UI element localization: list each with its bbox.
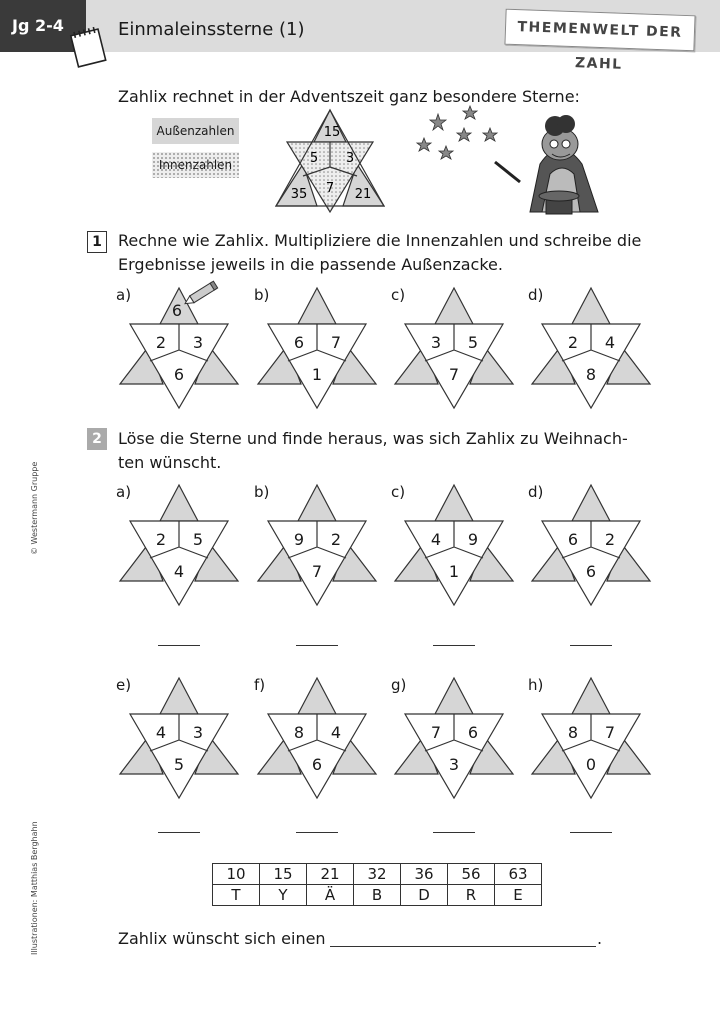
example-star — [270, 106, 390, 216]
legend-inner-numbers: Innenzahlen — [152, 152, 239, 178]
inner-number-left: 2 — [155, 333, 167, 352]
inner-number-right: 7 — [330, 333, 342, 352]
inner-number-left: 4 — [155, 723, 167, 742]
inner-number-right: 3 — [192, 333, 204, 352]
star-label: d) — [528, 286, 544, 304]
inner-number-right: 5 — [192, 530, 204, 549]
code-number-cell: 36 — [401, 864, 448, 885]
code-letter-cell: Ä — [307, 885, 354, 906]
answer-line[interactable] — [433, 645, 475, 646]
inner-number-left: 4 — [430, 530, 442, 549]
code-letter-cell: B — [354, 885, 401, 906]
code-number-cell: 15 — [260, 864, 307, 885]
answer-line[interactable] — [433, 832, 475, 833]
inner-number-left: 9 — [293, 530, 305, 549]
final-sentence: Zahlix wünscht sich einen — [118, 929, 326, 948]
outer-point-top[interactable] — [572, 288, 610, 324]
outer-point-top[interactable] — [572, 485, 610, 521]
code-letter-cell: D — [401, 885, 448, 906]
inner-number-left: 6 — [567, 530, 579, 549]
outer-point-top[interactable] — [298, 288, 336, 324]
inner-number-bottom: 6 — [173, 365, 185, 384]
star-label: a) — [116, 286, 132, 304]
star-label: c) — [391, 483, 406, 501]
inner-number-right: 3 — [192, 723, 204, 742]
example-inner-left: 5 — [309, 151, 319, 166]
example-bottom-left: 35 — [290, 187, 308, 202]
multiplication-star — [530, 483, 652, 607]
multiplication-star — [118, 483, 240, 607]
inner-number-bottom: 7 — [311, 562, 323, 581]
answer-line[interactable] — [570, 832, 612, 833]
final-answer-line[interactable] — [330, 946, 596, 947]
notepad-icon — [66, 26, 110, 68]
grade-tab: Jg 2-4 — [0, 0, 86, 52]
inner-number-left: 2 — [155, 530, 167, 549]
example-bottom-right: 21 — [354, 187, 372, 202]
multiplication-star — [256, 286, 378, 410]
multiplication-star — [256, 676, 378, 800]
inner-number-right: 2 — [604, 530, 616, 549]
answer-line[interactable] — [158, 645, 200, 646]
star-label: e) — [116, 676, 132, 694]
code-table — [212, 863, 542, 906]
pencil-icon — [182, 280, 222, 306]
inner-number-bottom: 3 — [448, 755, 460, 774]
code-letter-cell: Y — [260, 885, 307, 906]
example-inner-right: 3 — [345, 151, 355, 166]
intro-text: Zahlix rechnet in der Adventszeit ganz besondere Sterne: — [118, 87, 580, 106]
inner-number-right: 6 — [467, 723, 479, 742]
topic-badge: THEMENWELT DER ZAHL — [504, 9, 695, 52]
inner-number-bottom: 7 — [448, 365, 460, 384]
inner-number-bottom: 6 — [311, 755, 323, 774]
answer-line[interactable] — [158, 832, 200, 833]
inner-number-right: 4 — [604, 333, 616, 352]
inner-number-bottom: 6 — [585, 562, 597, 581]
outer-point-top[interactable] — [160, 485, 198, 521]
inner-number-bottom: 4 — [173, 562, 185, 581]
inner-number-right: 4 — [330, 723, 342, 742]
star-label: b) — [254, 286, 270, 304]
star-label: d) — [528, 483, 544, 501]
inner-number-left: 6 — [293, 333, 305, 352]
answer-line[interactable] — [570, 645, 612, 646]
wizard-illustration — [410, 104, 610, 219]
outer-number-top: 6 — [171, 301, 183, 320]
star-label: f) — [254, 676, 266, 694]
inner-number-right: 5 — [467, 333, 479, 352]
code-row-letters — [213, 885, 542, 906]
star-label: g) — [391, 676, 407, 694]
final-period: . — [597, 929, 603, 948]
star-label: c) — [391, 286, 406, 304]
code-number-cell: 32 — [354, 864, 401, 885]
code-letter-cell: E — [495, 885, 542, 906]
code-row-numbers — [213, 864, 542, 885]
inner-number-bottom: 0 — [585, 755, 597, 774]
multiplication-star — [530, 676, 652, 800]
multiplication-star — [256, 483, 378, 607]
inner-number-left: 7 — [430, 723, 442, 742]
inner-number-left: 2 — [567, 333, 579, 352]
star-label: a) — [116, 483, 132, 501]
example-inner-bottom: 7 — [325, 181, 335, 196]
inner-number-right: 2 — [330, 530, 342, 549]
outer-point-top[interactable] — [572, 678, 610, 714]
inner-number-left: 8 — [567, 723, 579, 742]
task-2-number: 2 — [87, 428, 107, 450]
task-1-line-2: Ergebnisse jeweils in die passende Außenzacke. — [118, 255, 503, 274]
multiplication-star — [530, 286, 652, 410]
inner-number-bottom: 8 — [585, 365, 597, 384]
illustration-credit: Illustrationen: Matthias Berghahn — [30, 821, 39, 955]
inner-number-left: 3 — [430, 333, 442, 352]
legend-outer-numbers: Außenzahlen — [152, 118, 239, 144]
inner-number-bottom: 5 — [173, 755, 185, 774]
outer-point-top[interactable] — [298, 678, 336, 714]
task-1-line-1: Rechne wie Zahlix. Multipliziere die Innenzahlen und schreibe die — [118, 231, 642, 250]
task-2-instruction — [118, 427, 658, 475]
star-label: b) — [254, 483, 270, 501]
outer-point-top[interactable] — [435, 288, 473, 324]
publisher-credit: © Westermann Gruppe — [30, 461, 39, 555]
task-2-line-2: ten wünscht. — [118, 453, 222, 472]
task-1-instruction — [118, 229, 658, 277]
multiplication-star — [118, 676, 240, 800]
code-letter-cell: R — [448, 885, 495, 906]
answer-line[interactable] — [296, 645, 338, 646]
outer-point-top[interactable] — [435, 678, 473, 714]
task-2-line-1: Löse die Sterne und finde heraus, was sich Zahlix zu Weihnach- — [118, 429, 628, 448]
inner-number-left: 8 — [293, 723, 305, 742]
code-number-cell: 21 — [307, 864, 354, 885]
outer-point-top[interactable] — [160, 678, 198, 714]
star-label: h) — [528, 676, 544, 694]
code-letter-cell: T — [213, 885, 260, 906]
multiplication-star — [393, 676, 515, 800]
outer-point-top[interactable] — [435, 485, 473, 521]
code-number-cell: 10 — [213, 864, 260, 885]
code-number-cell: 63 — [495, 864, 542, 885]
inner-number-right: 7 — [604, 723, 616, 742]
multiplication-star — [393, 483, 515, 607]
inner-number-bottom: 1 — [311, 365, 323, 384]
page-title: Einmaleinssterne (1) — [118, 19, 305, 40]
code-number-cell: 56 — [448, 864, 495, 885]
inner-number-bottom: 1 — [448, 562, 460, 581]
outer-point-top[interactable] — [298, 485, 336, 521]
answer-line[interactable] — [296, 832, 338, 833]
example-top: 15 — [323, 125, 341, 140]
inner-number-right: 9 — [467, 530, 479, 549]
task-1-number: 1 — [87, 231, 107, 253]
multiplication-star — [393, 286, 515, 410]
